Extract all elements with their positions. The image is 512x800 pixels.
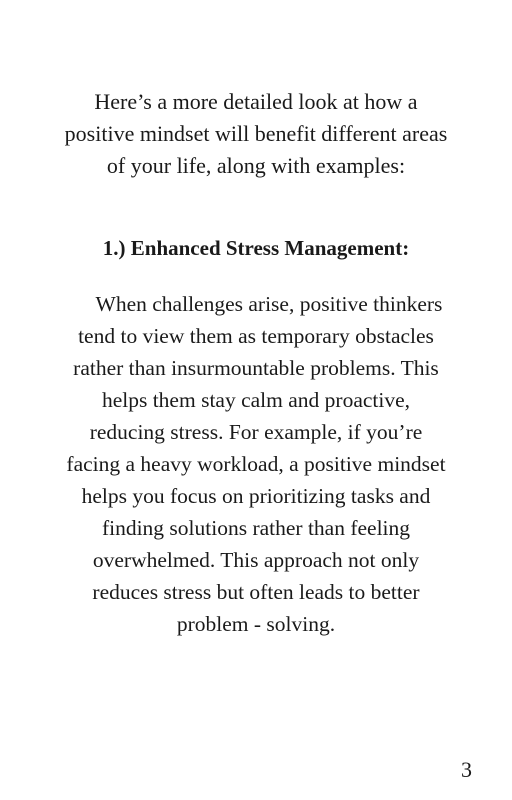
page-number: 3 [461, 757, 472, 782]
section-heading: 1.) Enhanced Stress Management: [102, 236, 410, 260]
section-body-text: When challenges arise, positive thinkers tend to view them as temporary obstacles rather than insurmountable problems. This helps them stay calm and proactive, reducing stress. For example, if you’re facing a heavy workload, a positive mindset helps you focus on prioritizing tasks and finding solutions rather than feeling overwhelmed. This approach not only reduces stress but often leads to better problem - solving. [66, 292, 446, 636]
intro-paragraph: Here’s a more detailed look at how a positive mindset will benefit different areas of your life, along with examples: [64, 89, 448, 178]
section-body-paragraph [66, 288, 446, 640]
